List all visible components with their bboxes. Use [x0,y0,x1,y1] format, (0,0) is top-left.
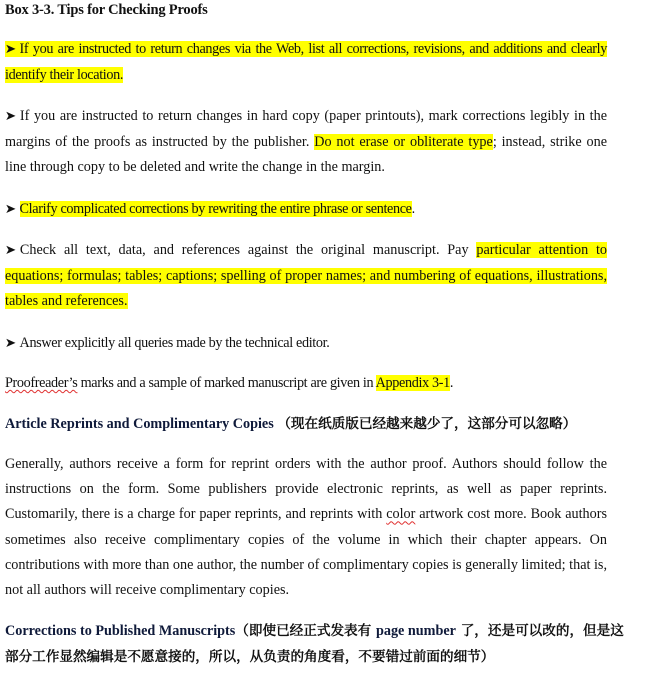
tip-item-1 [5,36,607,88]
section-note: （现在纸质版已经越来越少了，这部分可以忽略） [277,416,577,432]
tip-item-5: ➤ Answer explicitly all queries made by the technical editor. [5,330,607,357]
bullet-arrow-icon: ➤ [4,201,16,216]
appendix-reference: Appendix 3-1 [375,375,450,391]
tip-item-4: ➤ Check all text, data, and references against the original manuscript. Pay particular attention to equations; formulas; tables; captions; spelling of proper names; and numbering of equations, illustrations, tables and references. [5,237,607,315]
bullet-arrow-icon: ➤ [4,108,17,123]
reprints-body: Generally, authors receive a form for reprint orders with the author proof. Authors should follow the instructions on the form. Some publishers provide electronic reprints, as well as paper reprints. Customarily, there is a charge for paper reprints, and reprints with color artwork cost more. Book authors sometimes also receive complimentary copies of the volume in which their chapter appears. On contributions with more than one author, the number of complimentary copies is generally limited; that is, not all authors will receive complimentary copies. [5,456,607,599]
highlighted-text: ➤ If you are instructed to return changes via the Web, list all corrections, revisions, and additions and clearly identify their location. [5,41,607,83]
highlighted-text: Clarify complicated corrections by rewriting the entire phrase or sentence [19,201,412,217]
tip-item-2: ➤ If you are instructed to return changes in hard copy (paper printouts), mark corrections legibly in the margins of the proofs as instructed by the publisher. Do not erase or obliterate type; instead, strike one line through copy to be deleted and write the change in the margin. [5,103,607,181]
bullet-arrow-icon: ➤ [4,335,16,350]
section-heading-corrections: Corrections to Published Manuscripts（即使已经正式发表有 page number 了，还是可以改的，但是这部分工作显然编辑是不愿意接的，所以，从负责的角度看，不要错过前面的细节） [5,623,624,665]
box-title: Box 3-3. Tips for Checking Proofs [5,2,208,18]
highlighted-text: Do not erase or obliterate type [314,133,493,150]
appendix-note: Proofreader’s marks and a sample of marked manuscript are given in Appendix 3-1. [5,375,454,391]
bullet-arrow-icon: ➤ [4,242,17,257]
highlighted-text: particular attention to equations; formulas; tables; captions; spelling of proper names; and numbering of equations, illustrations, tables and references. [5,242,607,309]
section-heading-reprints: Article Reprints and Complimentary Copies （现在纸质版已经越来越少了，这部分可以忽略） [5,416,577,432]
bullet-arrow-icon: ➤ [4,41,16,56]
spellcheck-flagged-word: color [386,506,416,523]
section-note: （即使已经正式发表有 page number 了，还是可以改的，但是这部分工作显然编辑是不愿意接的，所以，从负责的角度看，不要错过前面的细节） [5,623,624,665]
spellcheck-flagged-word: Proofreader’s [5,375,78,391]
tip-item-3: ➤ Clarify complicated corrections by rewriting the entire phrase or sentence. [5,196,607,223]
